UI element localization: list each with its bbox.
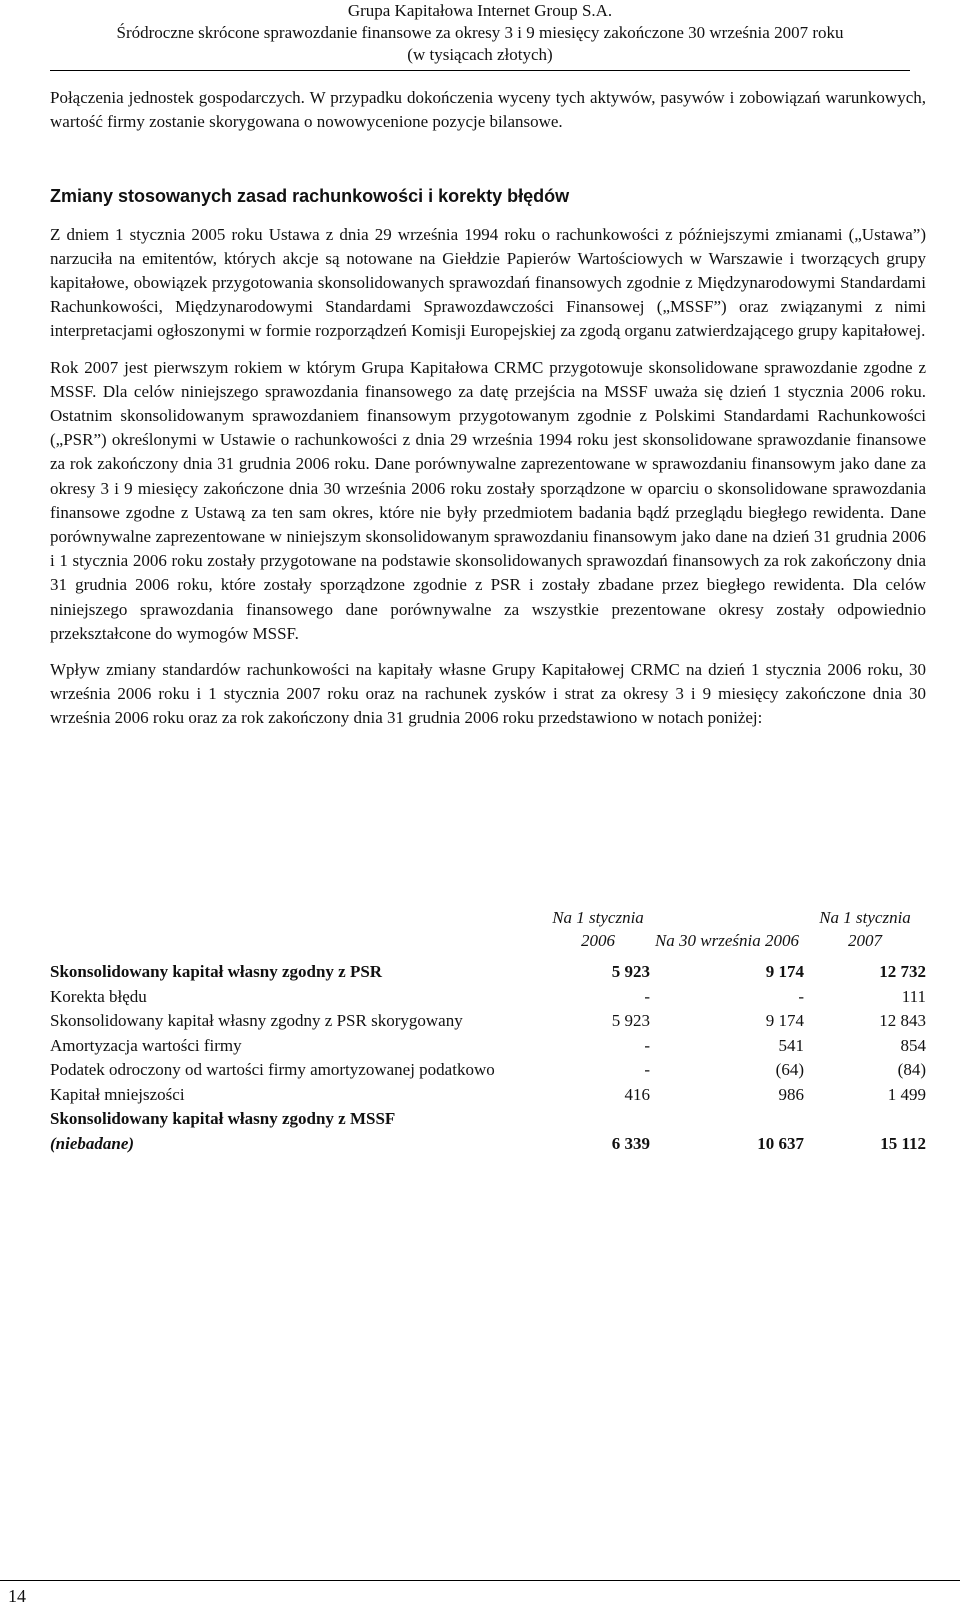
table-row (50, 960, 926, 985)
header-company: Grupa Kapitałowa Internet Group S.A. (347, 1, 613, 20)
header-rule (50, 70, 910, 71)
cell-value: - (644, 1035, 650, 1055)
header-report-title: Śródroczne skrócone sprawozdanie finansowe za okresy 3 i 9 miesięcy zakończone 30 września 2007 roku (116, 23, 844, 42)
paragraph-1: Z dniem 1 stycznia 2005 roku Ustawa z dnia 29 września 1994 roku o rachunkowości z późniejszymi zmianami („Ustawa”) narzuciła na emitentów, których akcje są notowane na Giełdzie Papierów Wartościowych w Warszawie i tworzących grupy kapitałowe, obowiązek przygotowania skonsolidowanych sprawozdań finansowych zgodnie z Międzynarodowymi Standardami Rachunkowości, Międzynarodowymi Standardami Sprawozdawczości Finansowej („MSSF”) oraz związanymi z nimi interpretacjami ogłoszonymi w formie rozporządzeń Komisji Europejskiej za zgodą organu zatwierdzającego grupy kapitałowej. (50, 224, 926, 341)
table-row (50, 985, 926, 1010)
cell-value: 854 (900, 1035, 926, 1055)
cell-value: 111 (901, 986, 926, 1006)
footer-rule (0, 1580, 960, 1581)
cell-value: - (798, 986, 804, 1006)
cell-value: - (644, 1060, 650, 1079)
column-header: Na 1 stycznia 2006 (552, 908, 644, 950)
row-label-suffix: (niebadane) (50, 1133, 135, 1153)
paragraph-2: Rok 2007 jest pierwszym rokiem w którym Grupa Kapitałowa CRMC przygotowuje skonsolidowane sprawozdanie zgodne z MSSF. Dla celów niniejszego sprawozdania finansowego za datę przejścia na MSSF uważa się dzień 1 stycznia 2006 roku. Ostatnim skonsolidowanym sprawozdaniem finansowym przygotowanym zgodnie z Polskimi Standardami Rachunkowości („PSR”) określonymi w Ustawie o rachunkowości z dnia 29 września 1994 roku jest skonsolidowane sprawozdanie finansowe za rok zakończony dnia 31 grudnia 2006 roku. Dane porównywalne zaprezentowane w sprawozdaniu finansowym jako dane za okresy 3 i 9 miesięcy zakończone dnia 30 września 2006 roku zostały sporządzone w oparciu o skonsolidowane sprawozdania finansowe zgodne z Ustawą za ten sam okres, które nie były przedmiotem badania bądź przeglądu biegłego rewidenta. Dane porównywalne zaprezentowane w niniejszym skonsolidowanym sprawozdaniu finansowym jako dane na dzień 31 grudnia 2006 i 1 stycznia 2006 roku zostały przygotowane na podstawie skonsolidowanych sprawozdań finansowych za rok zakończony dnia 31 grudnia 2006 roku, które zostały sporządzone zgodnie z PSR i zostały zbadane przez biegłego rewidenta. Dla celów niniejszego sprawozdania finansowego dane porównywalne za wszystkie prezentowane okresy zostały odpowiednio przekształcone do wymogów MSSF. (50, 357, 926, 643)
page-number: 14 (8, 1586, 26, 1606)
cell-value: 15 112 (880, 1133, 926, 1153)
row-label: Skonsolidowany kapitał własny zgodny z PSR (50, 962, 383, 981)
table-row (50, 1058, 926, 1083)
intro-paragraph: Połączenia jednostek gospodarczych. W przypadku dokończenia wyceny tych aktywów, pasywów i zobowiązań warunkowych, wartość firmy zostanie skorygowana o nowowycenione pozycje bilansowe. (50, 88, 926, 132)
cell-value: 6 339 (611, 1133, 650, 1153)
table-row (50, 1083, 926, 1108)
cell-value: - (644, 986, 650, 1006)
cell-value: (84) (897, 1060, 926, 1079)
row-label: Korekta błędu (50, 986, 147, 1006)
table-row (50, 1107, 926, 1156)
cell-value: 5 923 (611, 962, 650, 981)
column-header: Na 1 stycznia 2007 (819, 908, 911, 950)
table-row (50, 1009, 926, 1034)
cell-value: 541 (778, 1035, 804, 1055)
document-body (50, 86, 926, 731)
column-header: Na 30 września 2006 (654, 931, 800, 950)
row-label (50, 1107, 546, 1156)
row-label: Podatek odroczony od wartości firmy amortyzowanej podatkowo (50, 1060, 495, 1079)
section-title: Zmiany stosowanych zasad rachunkowości i korekty błędów (50, 186, 570, 207)
table-header-row (50, 906, 926, 960)
equity-reconciliation-table (50, 906, 926, 1156)
row-label: Skonsolidowany kapitał własny zgodny z PSR skorygowany (50, 1011, 463, 1030)
row-label: Amortyzacja wartości firmy (50, 1035, 242, 1055)
table-row (50, 1034, 926, 1059)
paragraph-3: Wpływ zmiany standardów rachunkowości na kapitały własne Grupy Kapitałowej CRMC na dzień 1 stycznia 2006 roku, 30 września 2006 roku i 1 stycznia 2007 roku oraz na rachunek zysków i strat za okresy 3 i 9 miesięcy zakończone dnia 30 września 2006 roku oraz za rok zakończony dnia 31 grudnia 2006 roku przedstawiono w notach poniżej: (50, 660, 926, 728)
cell-value: 9 174 (765, 962, 804, 981)
row-label: Kapitał mniejszości (50, 1084, 185, 1104)
header-units: (w tysiącach złotych) (407, 45, 553, 64)
cell-value: 5 923 (611, 1011, 650, 1030)
cell-value: (64) (775, 1060, 804, 1079)
page-header (0, 0, 960, 66)
cell-value: 12 732 (879, 962, 926, 981)
cell-value: 9 174 (765, 1011, 804, 1030)
row-label-main: Skonsolidowany kapitał własny zgodny z MSSF (50, 1109, 396, 1128)
cell-value: 986 (778, 1084, 804, 1104)
cell-value: 10 637 (757, 1133, 804, 1153)
header-empty (50, 906, 546, 960)
cell-value: 12 843 (879, 1011, 926, 1030)
cell-value: 1 499 (887, 1084, 926, 1104)
cell-value: 416 (624, 1084, 650, 1104)
